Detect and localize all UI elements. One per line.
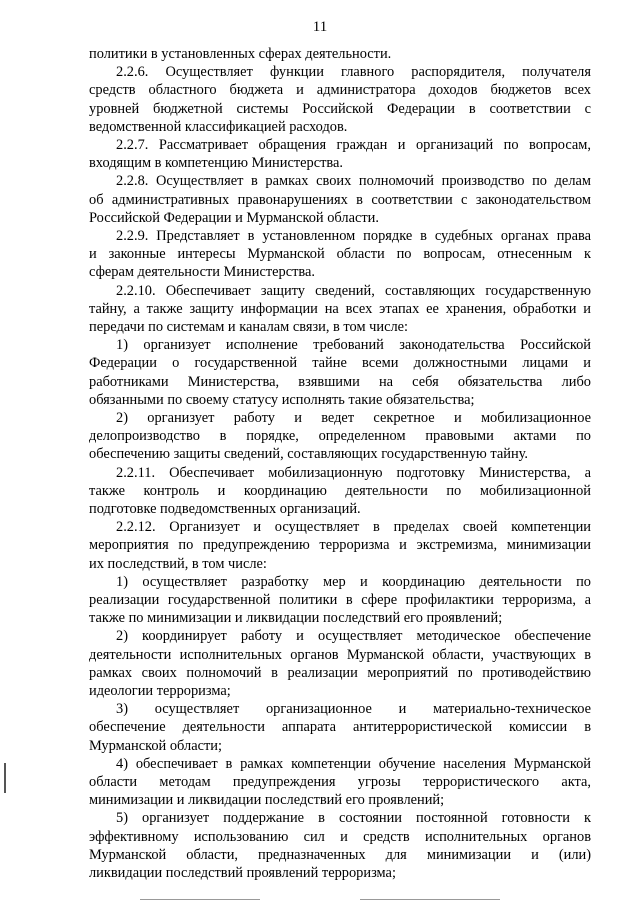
text-line: Федерации о государственной тайне всеми должностными лицами и (89, 355, 591, 372)
text-line: 2.2.6. Осуществляет функции главного распорядителя, получателя (116, 64, 591, 81)
text-line: 2.2.10. Обеспечивает защиту сведений, составляющих государственную (116, 282, 591, 299)
text-line: сферам деятельности Министерства. (89, 264, 315, 281)
text-line: 2) координирует работу и осуществляет методическое обеспечение (116, 628, 591, 645)
text-line: 4) обеспечивает в рамках компетенции обучение населения Мурманской (116, 755, 591, 772)
text-line: 2.2.8. Осуществляет в рамках своих полномочий производство по делам (116, 173, 591, 190)
text-line: 2.2.12. Организует и осуществляет в пределах своей компетенции (116, 519, 591, 536)
text-line: обязанными по своему статусу исполнять такие обязательства; (89, 391, 475, 408)
text-line: обеспечение деятельности аппарата антитеррористической комиссии в (89, 719, 591, 736)
text-line: тайну, а также защиту информации на всех этапах ее хранения, обработки и (89, 300, 591, 317)
page-number: 11 (312, 19, 328, 35)
footer-rule-left (140, 899, 260, 900)
margin-mark (4, 763, 6, 793)
text-line: 1) осуществляет разработку мер и координацию деятельности по (116, 573, 591, 590)
text-line: 5) организует поддержание в состоянии постоянной готовности к (116, 810, 591, 827)
text-line: Мурманской области, предназначенных для минимизации и (или) (89, 846, 591, 863)
text-line: реализации государственной политики в сфере профилактики терроризма, а (89, 592, 591, 608)
text-line: их последствий, в том числе: (89, 555, 267, 572)
text-line: 2) организует работу и ведет секретное и мобилизационное (116, 410, 591, 426)
text-line: передачи по системам и каналам связи, в том числе: (89, 319, 409, 335)
text-line: области методам предупреждения угрозы террористического акта, (89, 774, 591, 790)
text-line: ликвидации последствий проявлений терроризма; (89, 865, 396, 881)
text-line: также по минимизации и ликвидации последствий его проявлений; (89, 610, 503, 627)
text-line: уровней бюджетной системы Российской Федерации в соответствии с (89, 100, 591, 117)
text-line: 2.2.9. Представляет в установленном порядке в судебных органах права (116, 228, 591, 244)
text-line: рамках своих полномочий в реализации мероприятий по противодействию (89, 664, 591, 681)
text-line: деятельности исполнительных органов Мурманской области, участвующих в (89, 646, 591, 663)
text-line: подготовке подведомственных организаций. (89, 501, 361, 517)
text-line: идеологии терроризма; (89, 683, 231, 699)
text-line: эффективному использованию сил и средств исполнительных органов (89, 828, 591, 845)
text-line: политики в установленных сферах деятельности. (89, 46, 392, 62)
text-line: делопроизводство в порядке, определенном правовыми актами по (89, 428, 591, 445)
text-line: Российской Федерации и Мурманской области. (89, 209, 379, 226)
text-line: также контроль и координацию деятельности по мобилизационной (89, 482, 591, 499)
text-line: средств областного бюджета и администратора доходов бюджетов всех (89, 82, 591, 99)
text-line: Мурманской области; (89, 737, 222, 754)
text-line: 1) организует исполнение требований законодательства Российской (116, 337, 591, 354)
text-line: минимизации и ликвидации последствий его проявлений; (89, 792, 445, 809)
text-line: входящим в компетенцию Министерства. (89, 155, 343, 172)
text-line: 3) осуществляет организационное и материально-техническое (116, 701, 591, 718)
text-line: работниками Министерства, взявшими на себя обязательства либо (89, 373, 591, 390)
text-line: ведомственной классификацией расходов. (89, 118, 348, 135)
text-line: 2.2.7. Рассматривает обращения граждан и организаций по вопросам, (116, 137, 591, 153)
footer-rule-right (360, 899, 500, 900)
text-line: мероприятия по предупреждению терроризма и экстремизма, минимизации (89, 537, 591, 554)
text-line: обеспечению защиты сведений, составляющих государственную тайну. (89, 446, 529, 463)
text-line: 2.2.11. Обеспечивает мобилизационную подготовку Министерства, а (116, 464, 591, 481)
text-line: и законные интересы Мурманской области по вопросам, отнесенным к (89, 246, 591, 263)
text-line: об административных правонарушениях в соответствии с законодательством (89, 191, 591, 208)
